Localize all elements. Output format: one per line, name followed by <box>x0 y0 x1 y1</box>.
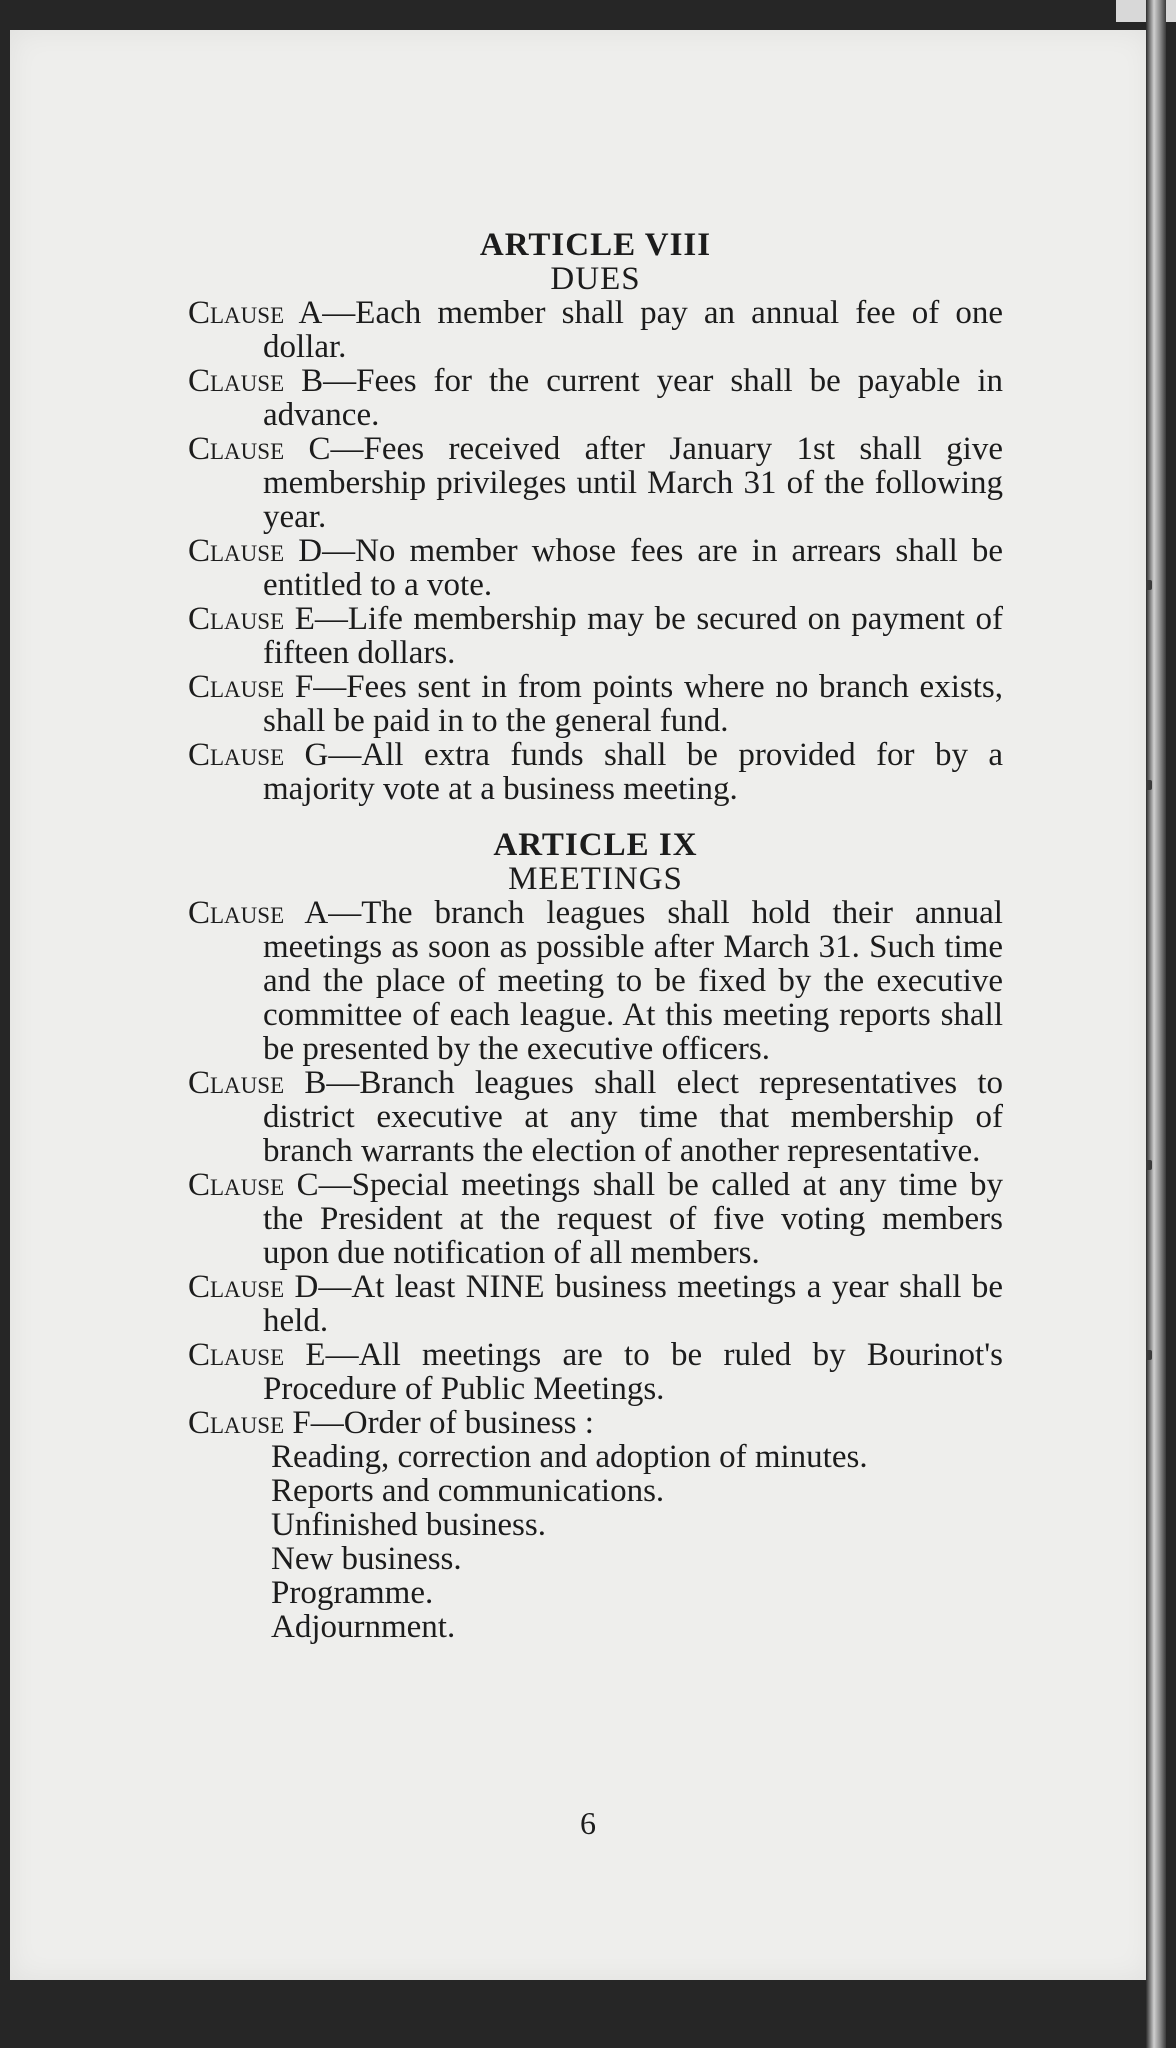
clause-label: Clause F <box>188 669 314 705</box>
clause-viii-f <box>188 670 1003 738</box>
clause-label: Clause F <box>188 1405 311 1441</box>
clause-label: Clause B <box>188 1065 327 1101</box>
article-ix-subtitle: MEETINGS <box>508 861 683 897</box>
article-viii-subtitle: DUES <box>550 261 641 297</box>
list-item: New business. <box>271 1541 462 1577</box>
document-content <box>188 228 1003 1644</box>
clause-ix-b <box>188 1066 1003 1168</box>
order-of-business-list <box>188 1440 1003 1644</box>
clause-viii-e <box>188 602 1003 670</box>
clause-ix-c <box>188 1168 1003 1270</box>
clause-text: —The branch leagues shall hold their annual meetings as soon as possible after March 31. Such time and the place of meeting to be fixed by the executive committee of each league. At this meeting reports shall be presented by the executive officers. <box>263 895 1003 1067</box>
clause-viii-c <box>188 432 1003 534</box>
list-item: Unfinished business. <box>271 1507 546 1543</box>
clause-text: —Fees for the current year shall be payable in advance. <box>263 363 1003 433</box>
clause-ix-d <box>188 1270 1003 1338</box>
clause-label: Clause A <box>188 895 329 931</box>
clause-label: Clause C <box>188 431 331 467</box>
article-ix-title: ARTICLE IX <box>493 827 698 863</box>
clause-text: —All extra funds shall be provided for by a majority vote at a business meeting. <box>263 737 1004 807</box>
clause-text: —All meetings are to be ruled by Bourinot's Procedure of Public Meetings. <box>263 1337 1003 1407</box>
clause-viii-a <box>188 296 1003 364</box>
clause-viii-g <box>188 738 1003 806</box>
clause-text: —Order of business : <box>310 1405 594 1441</box>
clause-text: —Fees sent in from points where no branch exists, shall be paid in to the general fund. <box>263 669 1003 739</box>
clause-text: —Fees received after January 1st shall give membership privileges until March 31 of the following year. <box>263 431 1003 535</box>
clause-text: —Special meetings shall be called at any time by the President at the request of five voting members upon due notification of all members. <box>263 1167 1003 1271</box>
clause-ix-a <box>188 896 1003 1066</box>
clause-text: —Life membership may be secured on payment of fifteen dollars. <box>263 601 1003 671</box>
clause-label: Clause G <box>188 737 329 773</box>
page-number: 6 <box>580 1805 596 1841</box>
clause-viii-b <box>188 364 1003 432</box>
binding-mark <box>1146 1160 1152 1170</box>
clause-text: —At least NINE business meetings a year shall be held. <box>263 1269 1004 1339</box>
clause-label: Clause B <box>188 363 324 399</box>
list-item: Programme. <box>271 1575 434 1611</box>
article-viii-title: ARTICLE VIII <box>479 227 712 263</box>
clause-label: Clause E <box>188 601 315 637</box>
clause-ix-f <box>188 1406 1003 1440</box>
article-ix <box>188 828 1003 1644</box>
article-viii <box>188 228 1003 806</box>
clause-text: —Branch leagues shall elect representatives to district executive at any time that membership of branch warrants the election of another representative. <box>263 1065 1003 1169</box>
clause-label: Clause E <box>188 1337 326 1373</box>
clause-label: Clause D <box>188 533 323 569</box>
binding-mark <box>1146 1350 1152 1360</box>
clause-text: —Each member shall pay an annual fee of one dollar. <box>263 295 1003 365</box>
list-item: Adjournment. <box>271 1609 456 1645</box>
list-item: Reading, correction and adoption of minutes. <box>271 1439 868 1475</box>
list-item: Reports and communications. <box>271 1473 665 1509</box>
clause-label: Clause D <box>188 1269 319 1305</box>
binding-mark <box>1146 580 1152 590</box>
clause-text: —No member whose fees are in arrears shall be entitled to a vote. <box>263 533 1003 603</box>
clause-viii-d <box>188 534 1003 602</box>
binding-mark <box>1146 780 1152 790</box>
binding-marks <box>1146 580 1154 1380</box>
clause-ix-e <box>188 1338 1003 1406</box>
clause-label: Clause A <box>188 295 323 331</box>
clause-label: Clause C <box>188 1167 319 1203</box>
